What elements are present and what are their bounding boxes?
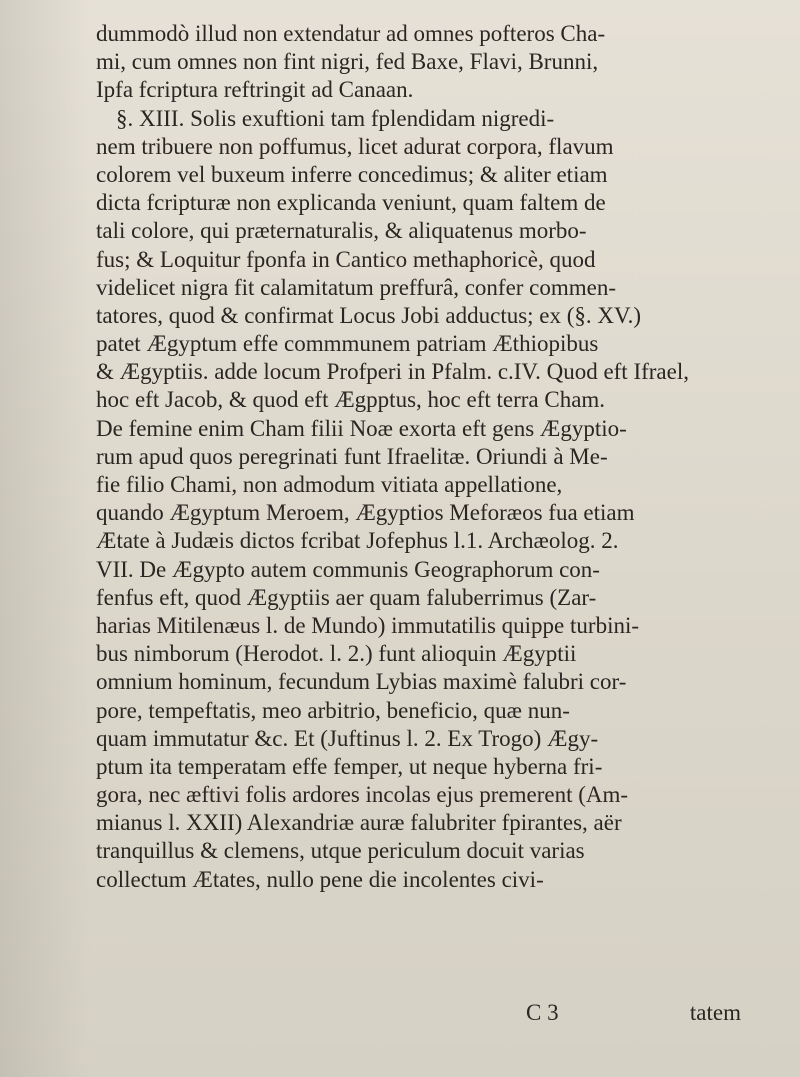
- catchword: tatem: [689, 1000, 741, 1025]
- text-line: De femine enim Cham filii Noæ exorta eft gens Ægyptio-: [96, 415, 627, 441]
- text-line: videlicet nigra fit calamitatum preffurâ, confer commen-: [96, 274, 617, 300]
- text-line: patet Ægyptum effe commmunem patriam Æthiopibus: [96, 331, 599, 357]
- text-line: fie filio Chami, non admodum vitiata appellatione,: [96, 472, 563, 497]
- text-line: fus; & Loquitur fponfa in Cantico methaphoricè, quod: [96, 246, 596, 272]
- text-line: Ætate à Judæis dictos fcribat Jofephus l.1. Archæolog. 2.: [96, 528, 619, 554]
- text-line: colorem vel buxeum inferre concedimus; & aliter etiam: [96, 161, 608, 187]
- text-line: pore, tempeftatis, meo arbitrio, beneficio, quæ nun-: [96, 697, 570, 723]
- text-line: harias Mitilenæus l. de Mundo) immutatilis quippe turbini-: [96, 612, 640, 638]
- text-line: omnium hominum, fecundum Lybias maximè falubri cor-: [96, 669, 627, 695]
- text-line: nem tribuere non poffumus, licet adurat corpora, flavum: [96, 133, 614, 159]
- signature-mark: C 3: [526, 1000, 559, 1025]
- text-line: tranquillus & clemens, utque periculum docuit varias: [96, 838, 585, 864]
- text-line: tali colore, qui præternaturalis, & aliquatenus morbo-: [96, 218, 587, 244]
- text-line: collectum Ætates, nullo pene die incolentes civi-: [96, 866, 544, 892]
- text-line: & Ægyptiis. adde locum Profperi in Pfalm. c.IV. Quod eft Ifrael,: [96, 359, 689, 385]
- text-line: bus nimborum (Herodot. l. 2.) funt alioquin Ægyptii: [96, 641, 577, 667]
- text-line: quam immutatur &c. Et (Juftinus l. 2. Ex Trogo) Ægy-: [96, 725, 599, 751]
- text-line: dicta fcripturæ non explicanda veniunt, quam faltem de: [96, 190, 606, 216]
- text-line: VII. De Ægypto autem communis Geographorum con-: [96, 556, 600, 582]
- text-line: rum apud quos peregrinati funt Ifraelitæ. Oriundi à Me-: [96, 443, 608, 469]
- text-line: mianus l. XXII) Alexandriæ auræ falubriter fpirantes, aër: [96, 810, 622, 836]
- text-line: fenfus eft, quod Ægyptiis aer quam faluberrimus (Zar-: [96, 584, 597, 610]
- text-line: ptum ita temperatam effe femper, ut neque hyberna fri-: [96, 753, 603, 779]
- text-line: hoc eft Jacob, & quod eft Ægpptus, hoc eft terra Cham.: [96, 387, 606, 413]
- text-line: dummodò illud non extendatur ad omnes pofteros Cha-: [96, 21, 606, 46]
- text-line: mi, cum omnes non fint nigri, fed Baxe, Flavi, Brunni,: [96, 49, 599, 75]
- section-heading-line: §. XIII. Solis exuftioni tam fplendidam nigredi-: [116, 105, 555, 131]
- text-line: gora, nec æftivi folis ardores incolas ejus premerent (Am-: [96, 782, 629, 808]
- body-text: [96, 20, 736, 894]
- text-line: quando Ægyptum Meroem, Ægyptios Meforæos fua etiam: [96, 500, 635, 526]
- text-line: Ipfa fcriptura reftringit ad Canaan.: [96, 77, 414, 103]
- text-line: tatores, quod & confirmat Locus Jobi adductus; ex (§. XV.): [96, 302, 642, 328]
- page-footer: [96, 1000, 796, 1030]
